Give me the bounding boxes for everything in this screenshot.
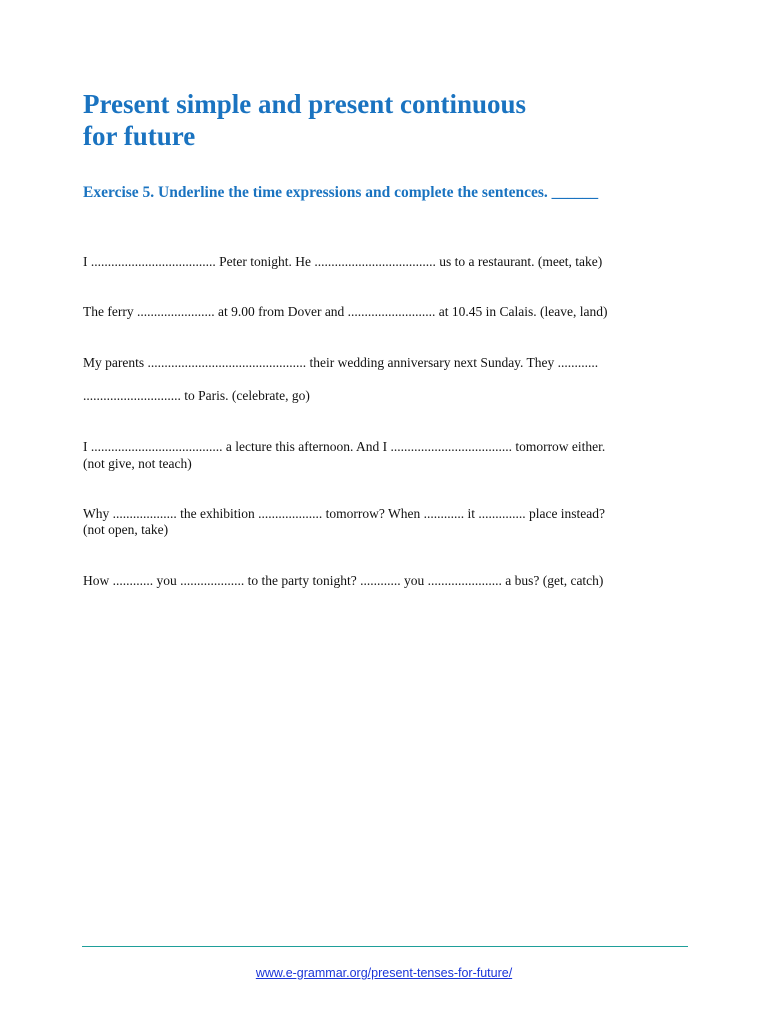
page-title-line-1: Present simple and present continuous — [83, 89, 527, 119]
sentence-3: My parents ............................................... their wedding anniversary next Sunday. They ............ — [83, 355, 599, 370]
sentence-6: How ............ you ................... to the party tonight? ............ you ...................... a bus? (get, catch) — [83, 573, 604, 588]
sentence-4-continued: (not give, not teach) — [83, 456, 192, 471]
page-title — [83, 88, 683, 152]
footer-divider — [82, 946, 688, 947]
exercise-heading: Exercise 5. Underline the time expressions and complete the sentences. ______ — [83, 184, 599, 201]
sentence-5: Why ................... the exhibition ................... tomorrow? When ............ it .............. place instead? — [83, 506, 606, 521]
sentence-2: The ferry ....................... at 9.00 from Dover and .......................... at 10.45 in Calais. (leave, land) — [83, 304, 608, 319]
footer-url-link[interactable]: www.e-grammar.org/present-tenses-for-future/ — [255, 966, 513, 980]
sentence-5-continued: (not open, take) — [83, 522, 169, 537]
sentence-4: I ....................................... a lecture this afternoon. And I .................................... tomorrow either. — [83, 439, 606, 454]
sentence-3-continued: ............................. to Paris. (celebrate, go) — [83, 388, 310, 403]
sentence-1: I ..................................... Peter tonight. He .................................... us to a restaurant. (meet, take) — [83, 254, 603, 269]
page-title-line-2: for future — [83, 121, 196, 151]
